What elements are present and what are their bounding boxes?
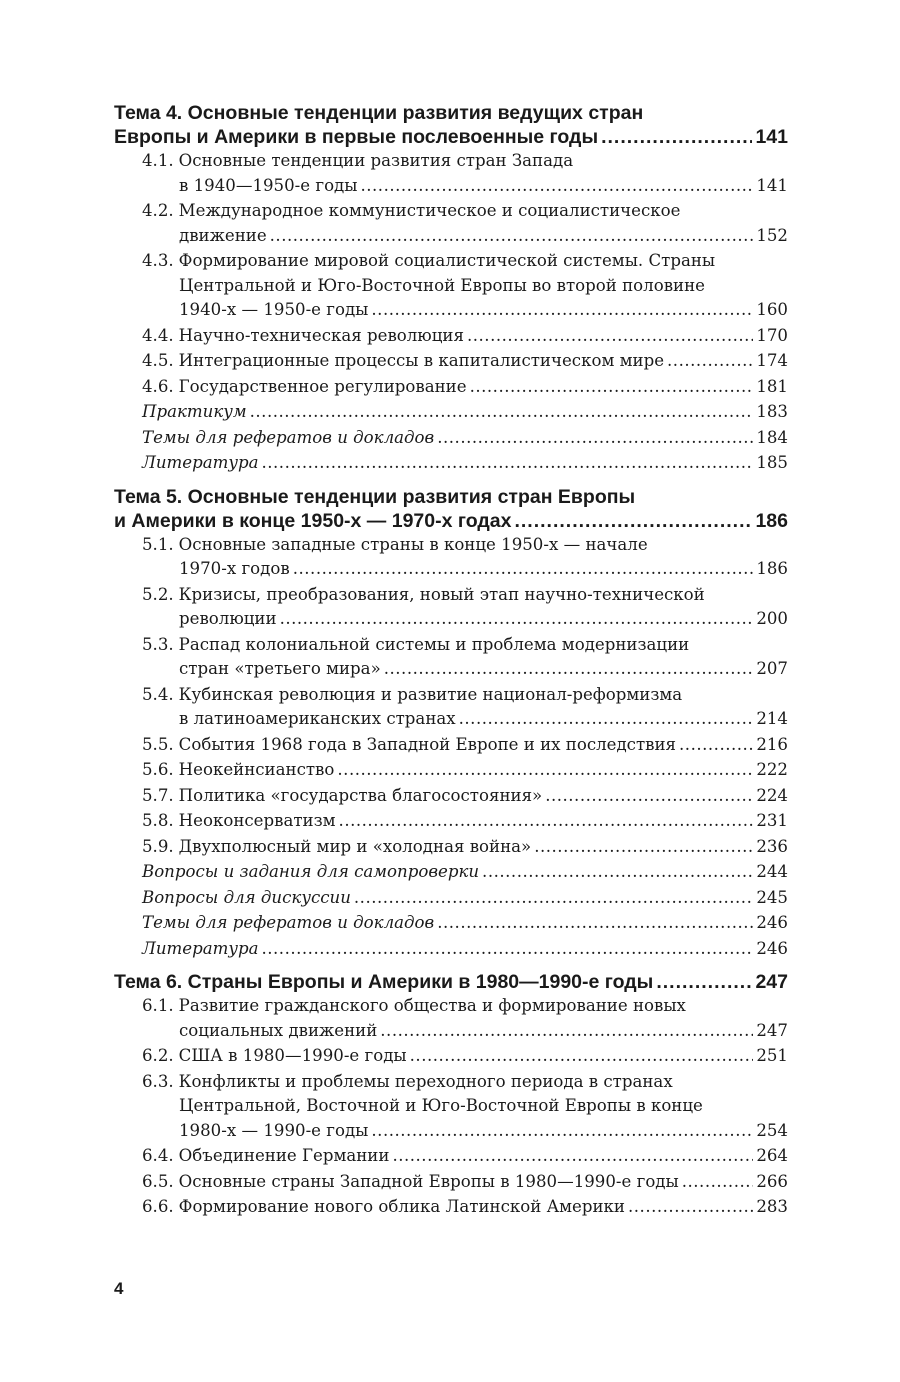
section-title-text: Основные западные страны в конце 1950-х — начале: [178, 534, 648, 554]
dot-leader: [261, 451, 753, 476]
toc-entry-line: [142, 758, 788, 783]
dot-leader: [339, 809, 754, 834]
toc-entry-line: [142, 784, 788, 809]
topic-title-text: Тема 4. Основные тенденции развития ведущих стран: [114, 102, 644, 124]
toc-entry-line: [142, 583, 788, 608]
toc-entry-line: [142, 911, 788, 936]
dot-leader: [371, 298, 753, 323]
dot-leader: [545, 784, 753, 809]
toc-entry-line: [142, 994, 788, 1019]
toc-entry: [114, 324, 788, 349]
toc-entry-line: [142, 375, 788, 400]
section-title-text: в латиноамериканских странах: [179, 709, 456, 728]
toc-entry-line: [142, 1144, 788, 1169]
section-page-number: 170: [756, 325, 788, 345]
toc-entry-line: [142, 835, 788, 860]
section-page-number: 264: [756, 1146, 788, 1165]
toc-entry: [114, 911, 788, 936]
section-title-text: Литература: [142, 453, 259, 472]
section-title-text: Неокейнсианство: [178, 760, 335, 779]
section-number: 4.2.: [142, 201, 174, 220]
section-page-number: 254: [756, 1120, 788, 1140]
toc-entry-line: [142, 886, 788, 911]
dot-leader: [250, 400, 754, 425]
toc-entry: [114, 583, 788, 632]
toc-entry-line: [142, 274, 788, 299]
topic-page-number: 186: [755, 509, 788, 532]
section-page-number: 222: [756, 760, 788, 779]
section-title-text: 1970-х годов: [179, 559, 290, 578]
section-title-text: Формирование мировой социалистической системы. Страны: [178, 251, 716, 270]
section-page-number: 200: [756, 609, 788, 628]
toc-entry-line: [142, 683, 788, 708]
toc-entry-line: [142, 199, 788, 224]
dot-leader: [534, 835, 753, 860]
dot-leader: [280, 607, 754, 632]
toc-entry-line: [142, 249, 788, 274]
toc-entry-line: [142, 657, 788, 682]
section-title-text: Формирование нового облика Латинской Америки: [178, 1197, 625, 1216]
section-title-text: Центральной и Юго-Восточной Европы во второй половине: [179, 275, 705, 295]
section-page-number: 266: [756, 1171, 788, 1191]
toc-entry: [114, 451, 788, 476]
toc-entry-line: [142, 1119, 788, 1144]
section-title-text: Развитие гражданского общества и формирование новых: [178, 996, 686, 1015]
section-page-number: 186: [756, 559, 788, 578]
section-number: 5.2.: [142, 584, 174, 604]
section-number: 4.1.: [142, 151, 174, 170]
dot-leader: [410, 1044, 754, 1069]
topic-title-text: Европы и Америки в первые послевоенные годы: [114, 126, 599, 148]
section-title-text: Темы для рефератов и докладов: [142, 913, 435, 932]
section-title-text: Кризисы, преобразования, новый этап научно-технической: [178, 584, 705, 604]
section-page-number: 160: [756, 300, 788, 319]
section-title-text: Неоконсерватизм: [178, 811, 336, 830]
section-page-number: 283: [756, 1197, 788, 1216]
topic-title-text: и Америки в конце 1950-х — 1970-х годах: [114, 509, 512, 532]
dot-leader: [337, 758, 753, 783]
toc-entry: [114, 994, 788, 1043]
toc-entry: [114, 633, 788, 682]
section-number: 5.6.: [142, 760, 174, 779]
section-number: 6.2.: [142, 1046, 174, 1065]
topic-heading-line: [114, 970, 788, 994]
section-title-text: Государственное регулирование: [178, 376, 467, 396]
section-page-number: 236: [756, 836, 788, 856]
toc-entry: [114, 400, 788, 425]
toc-entry-line: [142, 809, 788, 834]
toc-entry: [114, 886, 788, 911]
toc-entry-line: [142, 1170, 788, 1195]
section-title-text: Основные тенденции развития стран Запада: [178, 151, 574, 170]
section-title-text: Литература: [142, 938, 259, 958]
section-number: 5.4.: [142, 684, 174, 704]
section-page-number: 141: [756, 175, 788, 195]
dot-leader: [459, 707, 754, 732]
section-title-text: Политика «государства благосостояния»: [178, 785, 543, 805]
toc-entry-line: [142, 1044, 788, 1069]
toc-entry: [114, 784, 788, 809]
topic-heading: [114, 485, 788, 533]
topic-heading-line: [114, 509, 788, 533]
dot-leader: [270, 224, 754, 249]
dot-leader: [679, 733, 753, 758]
section-page-number: 174: [756, 351, 788, 370]
section-page-number: 246: [756, 938, 788, 958]
dot-leader: [371, 1119, 753, 1144]
topic-heading-line: [114, 125, 788, 149]
section-title-text: Вопросы для дискуссии: [142, 887, 351, 907]
toc-entry: [114, 835, 788, 860]
section-title-text: движение: [179, 225, 267, 245]
toc-entry-line: [142, 149, 788, 174]
toc-entry: [114, 375, 788, 400]
section-number: 6.6.: [142, 1197, 174, 1216]
section-number: 5.9.: [142, 836, 174, 856]
section-title-text: в 1940—1950-е годы: [179, 175, 358, 195]
toc-entry-line: [142, 607, 788, 632]
dot-leader: [601, 125, 752, 149]
section-number: 5.5.: [142, 734, 174, 754]
topic-title-text: Тема 5. Основные тенденции развития стран Европы: [114, 485, 636, 508]
toc-entry-line: [142, 298, 788, 323]
dot-leader: [392, 1144, 753, 1169]
toc-entry: [114, 937, 788, 962]
section-title-text: революции: [179, 609, 277, 628]
dot-leader: [380, 1019, 753, 1044]
toc-entry: [114, 426, 788, 451]
section-page-number: 246: [756, 913, 788, 932]
topic-heading-line: [114, 101, 788, 125]
section-title-text: Основные страны Западной Европы в 1980—1990-е годы: [178, 1171, 679, 1191]
toc-entry-line: [142, 224, 788, 249]
section-page-number: 181: [756, 376, 788, 396]
dot-leader: [467, 324, 753, 349]
dot-leader: [293, 557, 754, 582]
toc-entry: [114, 533, 788, 582]
toc-entry: [114, 1070, 788, 1144]
toc-entry-line: [142, 400, 788, 425]
dot-leader: [656, 970, 752, 994]
section-page-number: 216: [756, 734, 788, 754]
dot-leader: [667, 349, 753, 374]
section-page-number: 214: [756, 709, 788, 728]
dot-leader: [354, 886, 753, 911]
toc-entry-line: [142, 937, 788, 962]
toc-entry: [114, 758, 788, 783]
section-title-text: Темы для рефератов и докладов: [142, 427, 435, 447]
section-number: 4.4.: [142, 325, 174, 345]
toc-entry-line: [142, 533, 788, 558]
dot-leader: [437, 426, 753, 451]
topic-page-number: 141: [755, 126, 788, 148]
toc-entry-line: [142, 174, 788, 199]
toc-entry-line: [142, 349, 788, 374]
section-number: 6.4.: [142, 1146, 174, 1165]
toc-entry-line: [142, 426, 788, 451]
dot-leader: [628, 1195, 753, 1220]
section-title-text: Распад колониальной системы и проблема модернизации: [178, 634, 690, 654]
toc-entry: [114, 733, 788, 758]
section-title-text: События 1968 года в Западной Европе и их последствия: [178, 734, 677, 754]
section-page-number: 245: [756, 887, 788, 907]
dot-leader: [384, 657, 754, 682]
topic-title-text: Тема 6. Страны Европы и Америки в 1980—1990-е годы: [114, 971, 654, 993]
toc-entry: [114, 860, 788, 885]
section-number: 6.5.: [142, 1171, 174, 1191]
section-number: 5.7.: [142, 785, 174, 805]
toc-entry: [114, 199, 788, 248]
toc-entry: [114, 149, 788, 198]
section-title-text: 1980-х — 1990-е годы: [179, 1120, 369, 1140]
section-title-text: Конфликты и проблемы переходного периода в странах: [178, 1071, 673, 1091]
topic-heading: [114, 101, 788, 149]
toc-entry: [114, 1044, 788, 1069]
toc-entry-line: [142, 707, 788, 732]
toc-entry: [114, 683, 788, 732]
dot-leader: [514, 509, 752, 533]
section-number: 5.3.: [142, 634, 174, 654]
topic-page-number: 247: [755, 971, 788, 993]
section-title-text: Объединение Германии: [178, 1146, 390, 1165]
section-page-number: 247: [756, 1020, 788, 1040]
section-title-text: США в 1980—1990-е годы: [178, 1046, 407, 1065]
section-page-number: 152: [756, 225, 788, 245]
toc-entry-line: [142, 324, 788, 349]
toc-entry-line: [142, 633, 788, 658]
toc-entry-line: [142, 451, 788, 476]
toc-entry: [114, 1170, 788, 1195]
toc-entry-line: [142, 557, 788, 582]
section-number: 5.8.: [142, 811, 174, 830]
toc-entry: [114, 349, 788, 374]
section-title-text: стран «третьего мира»: [179, 659, 381, 678]
toc-entry-line: [142, 860, 788, 885]
section-page-number: 231: [756, 811, 788, 830]
section-title-text: Научно-техническая революция: [178, 325, 464, 345]
toc-entry: [114, 1195, 788, 1220]
section-page-number: 224: [756, 785, 788, 805]
section-title-text: Двухполюсный мир и «холодная война»: [178, 836, 532, 856]
section-page-number: 185: [756, 453, 788, 472]
section-page-number: 244: [756, 862, 788, 881]
toc-entry-line: [142, 1019, 788, 1044]
section-page-number: 183: [756, 402, 788, 421]
section-title-text: Интеграционные процессы в капиталистическом мире: [178, 351, 665, 370]
section-number: 4.5.: [142, 351, 174, 370]
section-title-text: социальных движений: [179, 1020, 378, 1040]
section-title-text: Практикум: [142, 402, 247, 421]
section-page-number: 184: [756, 427, 788, 447]
section-title-text: Центральной, Восточной и Юго-Восточной Европы в конце: [179, 1096, 703, 1115]
dot-leader: [470, 375, 754, 400]
dot-leader: [437, 911, 753, 936]
section-number: 5.1.: [142, 534, 174, 554]
section-title-text: 1940-х — 1950-е годы: [179, 300, 369, 319]
toc-entry: [114, 249, 788, 323]
section-number: 4.3.: [142, 251, 174, 270]
page-number: 4: [114, 1279, 124, 1298]
section-page-number: 251: [756, 1046, 788, 1065]
toc-entry-line: [142, 733, 788, 758]
table-of-contents: [114, 101, 788, 1221]
toc-entry-line: [142, 1070, 788, 1095]
section-title-text: Международное коммунистическое и социалистическое: [178, 201, 681, 220]
topic-heading-line: [114, 485, 788, 509]
topic-heading: [114, 970, 788, 994]
section-title-text: Вопросы и задания для самопроверки: [142, 862, 480, 881]
section-title-text: Кубинская революция и развитие национал-реформизма: [178, 684, 683, 704]
dot-leader: [261, 937, 753, 962]
toc-entry: [114, 1144, 788, 1169]
toc-entry-line: [142, 1094, 788, 1119]
toc-entry: [114, 809, 788, 834]
dot-leader: [360, 174, 753, 199]
section-number: 6.1.: [142, 996, 174, 1015]
dot-leader: [482, 860, 753, 885]
section-page-number: 207: [756, 659, 788, 678]
section-number: 6.3.: [142, 1071, 174, 1091]
dot-leader: [682, 1170, 754, 1195]
section-number: 4.6.: [142, 376, 174, 396]
toc-entry-line: [142, 1195, 788, 1220]
